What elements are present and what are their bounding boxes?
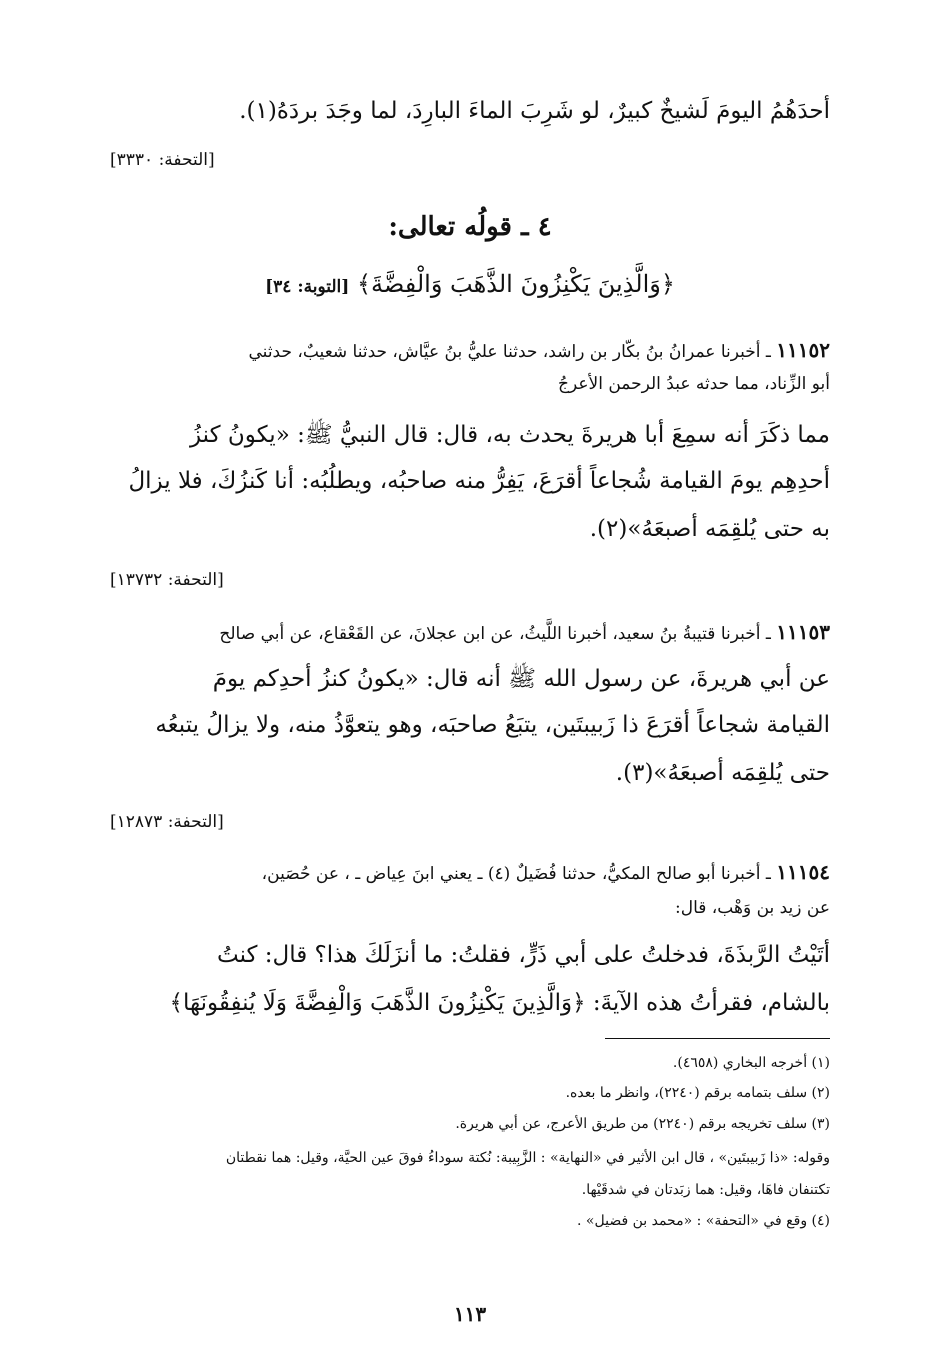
tuhfa-reference-2: [التحفة: ١٣٧٣٢] [110, 570, 224, 590]
tuhfa-reference-3: [التحفة: ١٢٨٧٣] [110, 812, 224, 832]
hadith-11154-isnad-line-2: عن زيد بن وَهْب، قال: [675, 898, 830, 918]
hadith-number: ١١١٥٢ [776, 338, 830, 362]
hadith-11153-matn-line-1: عن أبي هريرةَ، عن رسول الله ﷺ أنه قال: «يكونُ كنزُ أحدِكم يومَ [212, 666, 830, 692]
hadith-isnad: ـ أخبرنا أبو صالح المكيُّ، حدثنا فُضَيلٌ (٤) ـ يعني ابنَ عِياض ـ ، عن حُصَين، [261, 864, 771, 884]
intro-line: أحدَهُمُ اليومَ لَشيخٌ كبيرٌ، لو شَرِبَ الماءَ البارِدَ، لما وجَدَ بردَهُ(١). [239, 98, 830, 124]
footnote-divider [605, 1038, 830, 1039]
hadith-11152-isnad-line-2: أبو الزِّناد، مما حدثه عبدُ الرحمن الأعرجُ [558, 374, 830, 394]
footnote-2: (٢) سلف بتمامه برقم (٢٢٤٠)، وانظر ما بعده. [565, 1085, 830, 1101]
hadith-11152-isnad-line-1 [110, 338, 830, 362]
hadith-isnad: ـ أخبرنا عمرانُ بنُ بكّار بن راشد، حدثنا عليُّ بنُ عيَّاش، حدثنا شعيبٌ، حدثني [248, 342, 771, 362]
hadith-11154-matn-line-1: أتَيْتُ الرَّبذَةَ، فدخلتُ على أبي ذَرٍّ، فقلتُ: ما أنزَلَكَ هذا؟ قال: كنتُ [216, 942, 830, 968]
hadith-11152-matn-line-2: أحدِهِم يومَ القيامة شُجاعاً أقرَعَ، يَفِرُّ منه صاحبُه، ويطلُبُه: أنا كَنزُكَ، فلا يزالُ [128, 468, 830, 494]
hadith-number: ١١١٥٤ [776, 860, 830, 884]
hadith-11152-matn-line-3: به حتى يُلقِمَه أصبعَهُ»(٢). [589, 516, 830, 542]
page-number: ١١٣ [453, 1302, 487, 1326]
footnote-3-note-line-2: تكتنفان فاهَا، وقيل: هما زبَدتان في شدقَيْها. [581, 1182, 830, 1198]
hadith-11154-matn-line-2: بالشام، فقرأتُ هذه الآيةَ: ﴿وَالَّذِينَ يَكْنِزُونَ الذَّهَبَ وَالْفِضَّةَ وَلَا يُنفِقُونَهَا﴾ [169, 990, 830, 1016]
hadith-11153-isnad-line-1 [110, 620, 830, 644]
tuhfa-reference-1: [التحفة: ٣٣٣٠] [110, 150, 215, 170]
hadith-number: ١١١٥٣ [776, 620, 830, 644]
footnote-3: (٣) سلف تخريجه برقم (٢٢٤٠) من طريق الأعرج، عن أبي هريرة. [455, 1116, 830, 1132]
section-title: ٤ ـ قولُه تعالى: [388, 212, 552, 242]
footnote-4: (٤) وقع في «التحفة» : «محمد بن فضيل» . [577, 1213, 830, 1229]
hadith-11153-matn-line-2: القيامة شجاعاً أقرَعَ ذا زَبيبتَين، يتبَعُ صاحبَه، وهو يتعوَّذُ منه، ولا يزالُ يتبعُه [155, 712, 830, 738]
hadith-11153-matn-line-3: حتى يُلقِمَه أصبعَهُ»(٣). [615, 760, 830, 786]
hadith-isnad: ـ أخبرنا قتيبةُ بنُ سعيد، أخبرنا اللَّيثُ، عن ابن عجلانَ، عن القَعْقاع، عن أبي صالح [219, 624, 771, 644]
verse-heading [110, 270, 830, 298]
book-page [110, 70, 830, 1340]
verse-reference: [التوبة: ٣٤] [265, 277, 350, 297]
hadith-11154-isnad-line-1 [110, 860, 830, 884]
hadith-11152-matn-line-1: مما ذكَرَ أنه سمِعَ أبا هريرةَ يحدث به، قال: قال النبيُّ ﷺ: «يكونُ كنزُ [189, 422, 830, 448]
footnote-1: (١) أخرجه البخاري (٤٦٥٨). [672, 1055, 830, 1071]
footnote-3-note-line-1: وقوله: «ذا زَبيبتَين» ، قال ابن الأثير في «النهاية» : الزَّبِيبة: نُكتة سوداءُ فوقَ عين الحيَّة، وقيل: هما نقطتان [225, 1150, 830, 1166]
verse-text: ﴿وَالَّذِينَ يَكْنِزُونَ الذَّهَبَ وَالْفِضَّةَ﴾ [356, 270, 675, 298]
